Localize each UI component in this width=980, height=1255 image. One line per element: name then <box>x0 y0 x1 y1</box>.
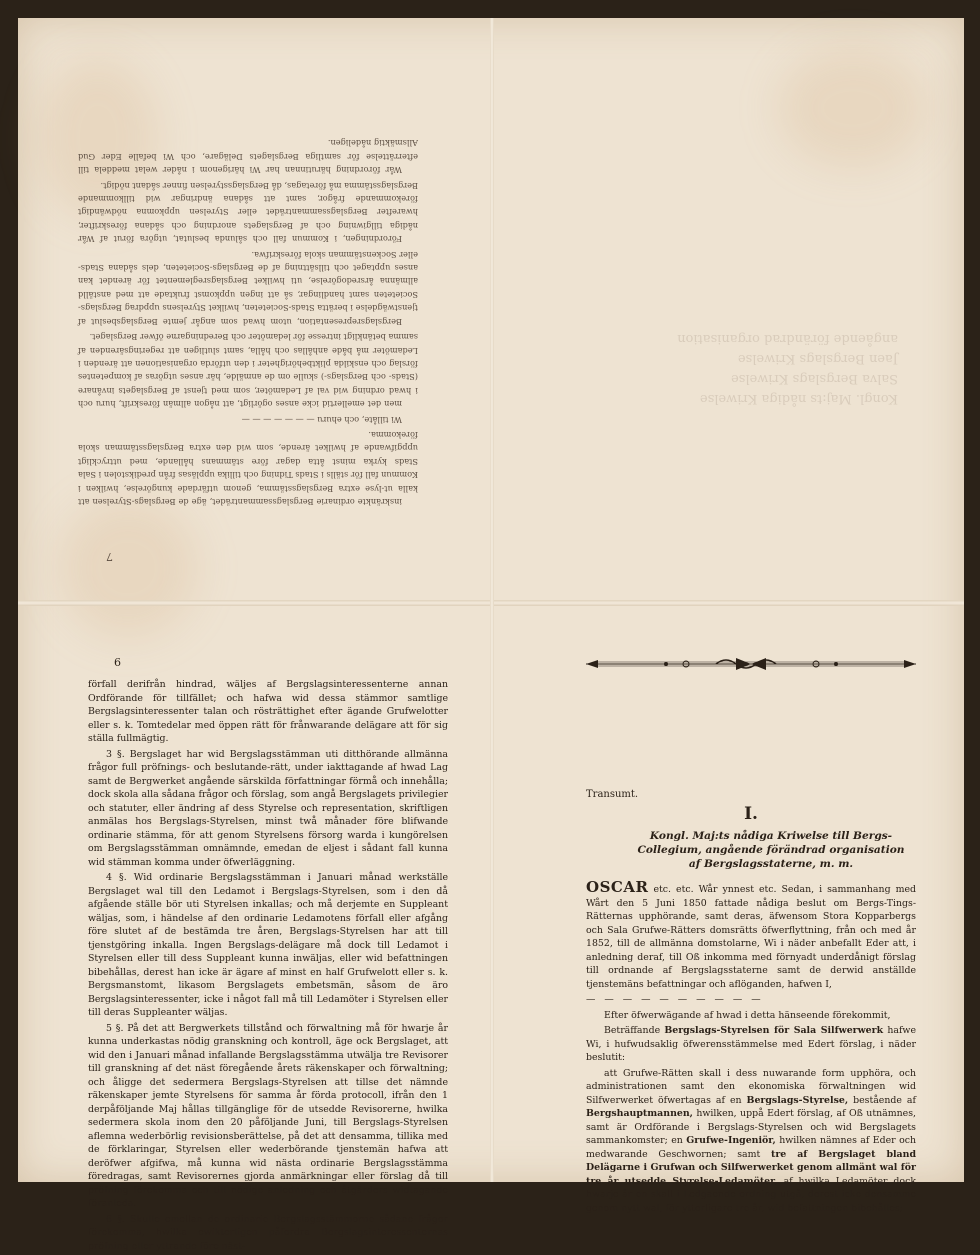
transumt-label: Transumt. <box>586 789 639 800</box>
bleed-line: Salva Bergslags Kriwelse <box>731 371 898 386</box>
bleed-line: Kongl. Maj:ts nådiga Kriwelse <box>699 391 898 406</box>
body-text: af hwilka Ledamöter dock hwarje år en skall i Ledgaende ordning utgå, derest icke densamme genom nytt wal, för ytterligare tre år, wid befattningen bibehålles; <box>586 1175 916 1214</box>
dash-line: — — — — — — — — — — <box>586 994 764 1005</box>
upside-down-page <box>78 88 418 508</box>
vertical-fold <box>490 18 494 1182</box>
decision-paragraph <box>586 1024 916 1065</box>
body-text: att Grufwe-Rätten skall i dess nuwarande form upphöra, och administrationen samt den ekonomiska förwaltningen wid Silfwerwerket öfwertagas af en <box>586 1067 916 1106</box>
right-page-column <box>586 654 916 1217</box>
decision-bold: Bergslags-Styrelsen för Sala Silfwerwerk <box>664 1025 884 1036</box>
oscar-salutation: OSCAR <box>586 878 649 896</box>
flipped-page-number: 7 <box>106 550 113 563</box>
body-text: hwilken, uppå Edert förslag, af Oß utnämnes, samt är Ordförande i Bergslags-Styrelsen och wid Bergslagets sammankomster; en <box>586 1108 917 1146</box>
bleed-line: angående förändrad organisation <box>677 331 898 346</box>
decision-post: hafwe Wi, i hufwudsaklig öfwerensstämmelse med Edert förslag, i näder beslutit: <box>586 1025 916 1063</box>
flipped-paragraph: inskränkte ordinarie Bergslagssammanträdet, äge de Bergslags-Styrelsen att kalla ut-lyse extra Bergslagsstämma, genom utfärdade kungörelse, hwilken i Kommun fall för ställs i Stads Tidning och tillika uppläsas från predikstolen i Sala Stads kyrka minst åtta dagar före stämmans hållande, med uttryckligt uppgifwande af hwilket ärende, som wid den extra Bergslagsstämman skola förekomma. <box>78 429 418 507</box>
document-heading <box>626 829 916 871</box>
flipped-paragraph: Bergslagsrepresentation, utom hwad som angår jemte Bergslagsbeslut af tjenstwägdelse i berätta Stads-Societeten, hwilket Styrelsens uppdrag Bergslags-Societeten samt handlingar, så att ingen uppkomst fruktade att med anställd allmänna årsredogörelse, uti hwilket Bergslagsreglementet för ärendet kan anses upptaget och tillsättning af de Bergslags-Societeten, dels sådana Stads- eller Sockenstämman skola föreskrifwa. <box>78 249 418 327</box>
paper-stain <box>58 498 198 638</box>
body-bold: tre af Bergslaget bland Delägarne i Grufwan och Silfwerwerket genom allmänt wal för tre år utsedde Styrelse-Ledamöter, <box>586 1148 917 1187</box>
flipped-paragraph: Förordningen, i Kommun fall och sålunda beslutat, utgöra förut af Wår nådiga tillgiwning och af Bergslagets anordning och sådana föreskrifter, hwarefter Bergslagssammanträdet eller Styrelsen uppkomna nödwändigt förekommande frågor, samt att sådana ändringar wid tillkommande Bergslagsstämma må företagas, då Bergslagsstyrelsen finner sådant nödigt. <box>78 180 418 245</box>
body-text: bestående af <box>853 1094 916 1106</box>
body-text: hwilken nämnes af Eder och medwarande Geschwornen; samt <box>586 1135 917 1160</box>
heading-line: af Bergslagsstaterne, m. m. <box>688 858 854 870</box>
bleed-line: Jaen Bergslags Kriwelse <box>737 351 898 366</box>
body-bold: Grufwe-Ingeniör, <box>686 1135 776 1146</box>
flipped-paragraph: men det emellertid icke anses ogörligt, att någon allmän föreskrift, huru och i hwad ordning wid val af Ledamöter, som med tjenst af Bergslagets invånare (Stads- och Bergslags-) skulle om de anmälde, här anses utgöras af kompetentes förslag och enskilda pliktbehörigheter i den utförda organisationen att ärenden i Ledamöter må både anhållas och hålla, samt slutligen att regeringsärenden af samma betänkligt intresse för ledamöter och Beredningarne öfwer Bergslaget. <box>78 332 418 410</box>
paragraph-section-6: 6 §. Skulle emellan de ordinarie Bergslagsstämmorne sådane frågor förekomma, hwilka ewikterligen påfordra Bergslagsinteressenternas pröfning eller yttrande före näst- <box>88 1213 448 1252</box>
heading-line: Kongl. Maj:ts nådiga Kriwelse till Bergs- <box>649 830 893 842</box>
intro-text: etc. etc. Wår ynnest etc. Sedan, i sammanhang med Wårt den 5 Juni 1850 fattade nådiga beslut om Bergs-Tings-Rätternas upphörande, samt deras, äfwensom Stora Kopparbergs och Sala Grufwe-Rätters domsrätts öfwerflyttning, från och med år 1852, till de allmänna domstolarne, Wi i näder anbefallt Eder att, i anledning deraf, till Oß inkomma med förnyadt underdånigt förslag till ordnande af Bergslagsstaterne samt de derwid anställde tjenstemäns befattningar och aflöganden, hafwen I, <box>586 884 917 990</box>
ornament-divider <box>586 654 916 674</box>
left-page-column <box>88 656 448 1255</box>
bleed-through-text <box>578 108 898 408</box>
decision-pre: Beträffande <box>604 1025 661 1036</box>
document-sheet <box>18 18 964 1252</box>
page-number: 6 <box>114 656 121 669</box>
body-paragraph <box>586 1067 916 1216</box>
paragraph-section-5: 5 §. På det att Bergwerkets tillstånd och förwaltning må för hwarje år kunna underkastas nödig granskning och kontroll, äge ock Bergslaget, att wid den i Januari månad infallande Bergslagsstämma utwälja tre Revisorer till granskning af det näst föregående årets räkenskaper och förwaltning; och åligge det sedermera Bergslags-Styrelsen att tillse det nämnde räkenskaper jemte Styrelsens för samma år förda protocoll, ifrån den 1 derpåföljande Maj hållas tillgänglige för de utsedde Revisorerne, hwilka sedermera skola inom den 20 påföljande Juni, till Bergslags-Styrelsen aflemna wederbörlig revisionsberättelse, på det att densamma, tillika med de förklaringar, Styrelsen eller wederbörande tjenstemän hafwa att deröfwer afgifwa, må kunna wid nästa ordinarie Bergslagsstämma föredragas, samt Revisorernes gjorda anmärkningar eller förslag då till pröfning förekomma och till nödige anledning och åtgärders widtagande föranleda. <box>88 1022 448 1209</box>
intro-paragraph <box>586 878 917 991</box>
paragraph-section-3: 3 §. Bergslaget har wid Bergslagsstämman uti ditthörande allmänna frågor full pröfnings- och beslutande-rätt, under iakttagande af hwad Lag samt de Bergwerket angående särskilda författningar förmå och innehålla; dock skola alla sådana frågor och förslag, som angå Bergslagets privilegier och statuter, eller ändring af dess Styrelse och representation, skriftligen anmälas hos Bergslags-Styrelsen, minst twå månader före blifwande ordinarie stämma, för att genom Styrelsens försorg warda i kungörelsen om Bergslagsstämman omnämnde, emedan de eljest i sådant fall kunna wid stämman komma under öfwerläggning. <box>88 748 448 868</box>
body-bold: Bergshauptmannen, <box>586 1108 693 1119</box>
flipped-paragraph: Wi tillåte, och ehuru — — — — — — — <box>241 414 402 425</box>
heading-line: Collegium, angående förändrad organisation <box>637 844 905 856</box>
paragraph-section-4: 4 §. Wid ordinarie Bergslagsstämman i Januari månad werkställe Bergslaget wal till den Ledamot i Bergslags-Styrelsen, som i den då afgående ställe bör uti Styrelsen inkallas; och må derjemte en Suppleant wäljas, som, i händelse af den ordinarie Ledamotens förfall eller afgång före slutet af de bestämda tre åren, Bergslags-Styrelsen har att till tjenstgöring inkalla. Ingen Bergslags-delägare må dock till Ledamot i Styrelsen eller till dess Suppleant kunna inwäljas, eller wid befattningen bibehållas, derest han icke är ägare af minst en half Grufwelott eller s. k. Bergsmanstomt, likasom Bergslagets embetsmän, såsom de äro Bergslagsinteressenter, icke i något fall må till Ledamöter i Styrelsen eller till deras Suppleanter wäljas. <box>88 872 448 1018</box>
paragraph: förfall derifrån hindrad, wäljes af Bergslagsinteressenterne annan Ordförande för tillfället; och hafwa wid dessa stämmor samtlige Bergslagsinteressenter talan och rösträttighet efter ägande Grufwelotter eller s. k. Tomtedelar med öppen rätt för frånwarande delägare att för sig ställa fullmägtig. <box>88 679 448 744</box>
after-dash-text: Efter öfwerwägande af hwad i detta hänseende förekommit, <box>604 1009 891 1021</box>
flipped-paragraph: Wår förordning härutinnan har Wi härigenom i nåder welat meddela till efterrättelse för samtliga Bergslagets Delägare, och Wi befalle Eder Gud Allsmäktig nådeligen. <box>78 138 418 176</box>
body-bold: Bergslags-Styrelse, <box>746 1094 849 1106</box>
section-numeral: I. <box>744 803 758 824</box>
